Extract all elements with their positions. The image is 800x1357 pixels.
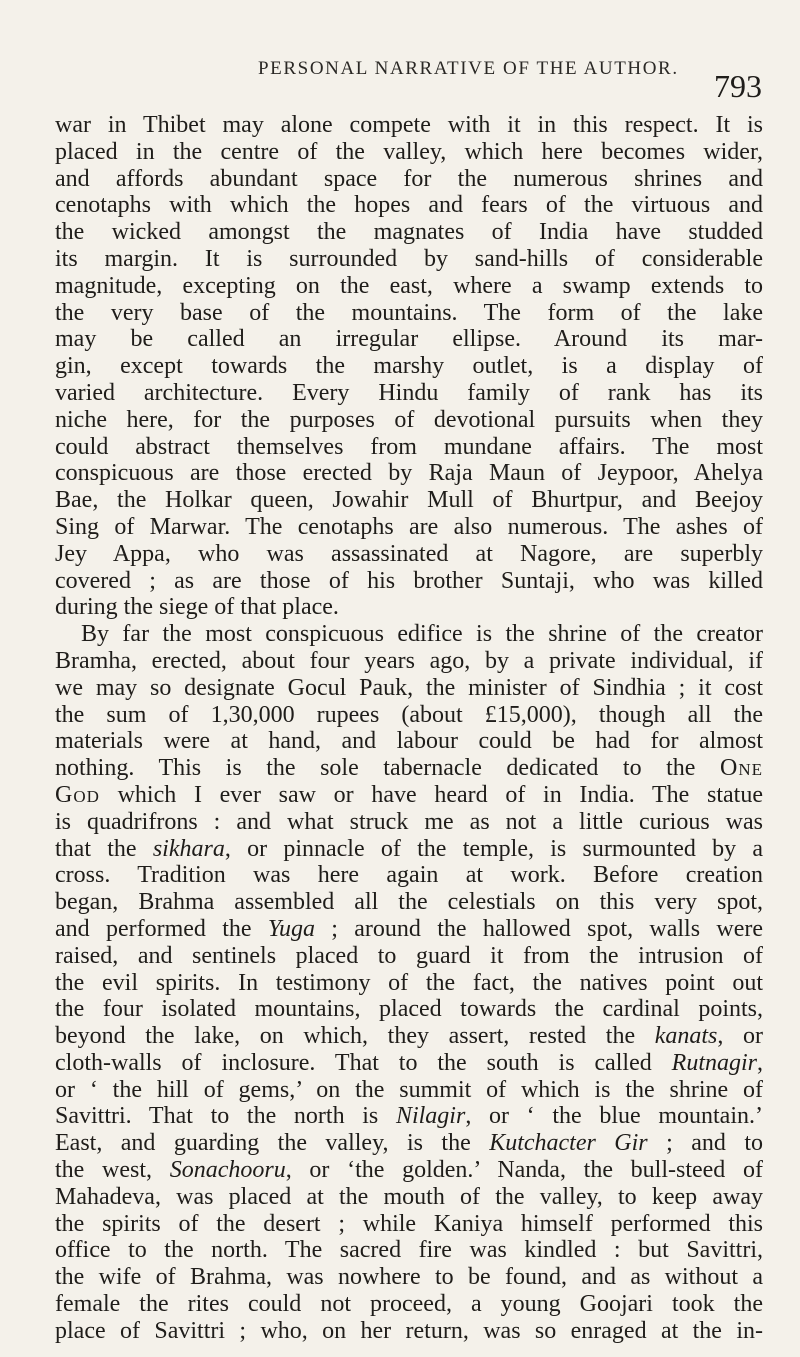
text-line: [55, 970, 763, 997]
italic-term: Sonachooru: [169, 1157, 286, 1184]
italic-term: Rutnagir: [671, 1049, 757, 1076]
text-segment: raised, and sentinels placed to guard it from the intrusion of: [55, 942, 763, 969]
text-line: [55, 916, 763, 943]
text-segment: cross. Tradition was here again at work. Before creation: [55, 862, 763, 889]
text-segment: we may so designate Gocul Pauk, the minister of Sindhia ; it cost: [55, 674, 763, 701]
text-segment: began, Brahma assembled all the celestials on this very spot,: [55, 889, 763, 916]
text-line: [55, 728, 763, 755]
text-line: [55, 434, 763, 461]
text-segment: office to the north. The sacred fire was kindled : but Savittri,: [55, 1237, 763, 1264]
text-line: [55, 246, 763, 273]
text-line: [55, 1050, 763, 1077]
text-line: [55, 1103, 763, 1130]
text-segment: ,: [757, 1049, 763, 1076]
text-line: [55, 353, 763, 380]
text-segment: niche here, for the purposes of devotional pursuits when they: [55, 406, 763, 433]
text-segment: the spirits of the desert ; while Kaniya himself performed this: [55, 1210, 763, 1237]
text-line: [55, 675, 763, 702]
text-line: [55, 541, 763, 568]
text-segment: may be called an irregular ellipse. Around its mar-: [55, 326, 763, 353]
text-line: [55, 380, 763, 407]
italic-term: sikhara: [152, 835, 225, 862]
text-line: [55, 1157, 763, 1184]
text-line: [55, 702, 763, 729]
small-caps-term: One: [720, 755, 763, 782]
text-line: [55, 1184, 763, 1211]
text-segment: , or pinnacle of the temple, is surmounted by a: [224, 835, 763, 862]
text-segment: materials were at hand, and labour could be had for almost: [55, 728, 763, 755]
text-segment: cloth-walls of inclosure. That to the south is called: [55, 1049, 672, 1076]
text-segment: or ‘ the hill of gems,’ on the summit of which is the shrine of: [55, 1076, 763, 1103]
text-segment: nothing. This is the sole tabernacle dedicated to the: [55, 755, 720, 782]
text-segment: the sum of 1,30,000 rupees (about £15,000), though all the: [55, 701, 763, 728]
text-segment: female the rites could not proceed, a young Goojari took the: [55, 1291, 763, 1318]
italic-term: Kutchacter Gir: [489, 1130, 648, 1157]
text-segment: could abstract themselves from mundane affairs. The most: [55, 433, 763, 460]
text-segment: and performed the: [55, 915, 268, 942]
text-line: [55, 192, 763, 219]
text-segment: the wicked amongst the magnates of India have studded: [55, 219, 763, 246]
text-line: [55, 1237, 763, 1264]
text-line: [55, 112, 763, 139]
body-text: [55, 112, 763, 1345]
text-segment: covered ; as are those of his brother Suntaji, who was killed: [55, 567, 763, 594]
text-segment: that the: [55, 835, 153, 862]
text-line: [55, 568, 763, 595]
text-line: [55, 1077, 763, 1104]
text-segment: during the siege of that place.: [55, 594, 339, 621]
text-segment: magnitude, excepting on the east, where a swamp extends to: [55, 272, 763, 299]
paragraph-first-line: [55, 621, 763, 648]
text-segment: the west,: [55, 1157, 170, 1184]
text-line: [55, 326, 763, 353]
text-line: [55, 782, 763, 809]
text-segment: varied architecture. Every Hindu family of rank has its: [55, 379, 763, 406]
text-segment: place of Savittri ; who, on her return, was so enraged at the in-: [55, 1317, 763, 1344]
text-line: [55, 648, 763, 675]
text-line: [55, 889, 763, 916]
text-line: [55, 273, 763, 300]
text-segment: ; around the hallowed spot, walls were: [314, 915, 763, 942]
text-segment: the wife of Brahma, was nowhere to be found, and as without a: [55, 1264, 763, 1291]
text-segment: Bramha, erected, about four years ago, by a private individual, if: [55, 647, 763, 674]
text-segment: beyond the lake, on which, they assert, rested the: [55, 1023, 655, 1050]
italic-term: Nilagir: [395, 1103, 466, 1130]
text-line: [55, 1130, 763, 1157]
text-segment: , or: [717, 1023, 763, 1050]
small-caps-term: God: [55, 781, 100, 808]
text-segment: By far the most conspicuous edifice is the shrine of the creator: [81, 621, 763, 648]
text-segment: war in Thibet may alone compete with it in this respect. It is: [55, 112, 763, 138]
text-segment: cenotaphs with which the hopes and fears of the virtuous and: [55, 192, 763, 219]
page-number: 793: [714, 68, 762, 104]
text-segment: is quadrifrons : and what struck me as not a little curious was: [55, 808, 763, 835]
text-line: [55, 1264, 763, 1291]
text-segment: Mahadeva, was placed at the mouth of the valley, to keep away: [55, 1183, 763, 1210]
text-segment: Bae, the Holkar queen, Jowahir Mull of Bhurtpur, and Beejoy: [55, 487, 763, 514]
text-segment: which I ever saw or have heard of in India. The statue: [99, 781, 763, 808]
text-line: [55, 460, 763, 487]
text-line: [55, 996, 763, 1023]
text-line: [55, 809, 763, 836]
text-line: [55, 487, 763, 514]
text-segment: the evil spirits. In testimony of the fact, the natives point out: [55, 969, 763, 996]
text-line: [55, 300, 763, 327]
text-segment: gin, except towards the marshy outlet, is a display of: [55, 353, 763, 380]
text-line: [55, 755, 763, 782]
text-line: [55, 1291, 763, 1318]
text-segment: its margin. It is surrounded by sand-hills of considerable: [55, 245, 763, 272]
text-segment: Jey Appa, who was assassinated at Nagore, are superbly: [55, 540, 763, 567]
text-segment: the very base of the mountains. The form of the lake: [55, 299, 763, 326]
text-segment: , or ‘the golden.’ Nanda, the bull-steed of: [285, 1157, 763, 1184]
text-segment: , or ‘ the blue mountain.’: [465, 1103, 763, 1130]
text-segment: and affords abundant space for the numerous shrines and: [55, 165, 763, 192]
text-segment: ; and to: [647, 1130, 763, 1157]
text-line: [55, 943, 763, 970]
running-head: PERSONAL NARRATIVE OF THE AUTHOR.: [258, 58, 679, 79]
text-line: [55, 1023, 763, 1050]
italic-term: Yuga: [267, 915, 315, 942]
text-line: [55, 1211, 763, 1238]
text-segment: Sing of Marwar. The cenotaphs are also numerous. The ashes of: [55, 513, 763, 540]
text-line: [55, 862, 763, 889]
italic-term: kanats: [654, 1023, 718, 1050]
text-line: [55, 166, 763, 193]
text-segment: conspicuous are those erected by Raja Maun of Jeypoor, Ahelya: [55, 460, 763, 487]
text-segment: placed in the centre of the valley, which here becomes wider,: [55, 138, 763, 165]
text-segment: Savittri. That to the north is: [55, 1103, 396, 1130]
text-line: [55, 407, 763, 434]
text-segment: East, and guarding the valley, is the: [55, 1130, 490, 1157]
text-line: [55, 514, 763, 541]
text-segment: the four isolated mountains, placed towards the cardinal points,: [55, 996, 763, 1023]
text-line: [55, 836, 763, 863]
text-line: [55, 594, 763, 621]
text-line: [55, 1318, 763, 1345]
text-line: [55, 139, 763, 166]
text-line: [55, 219, 763, 246]
